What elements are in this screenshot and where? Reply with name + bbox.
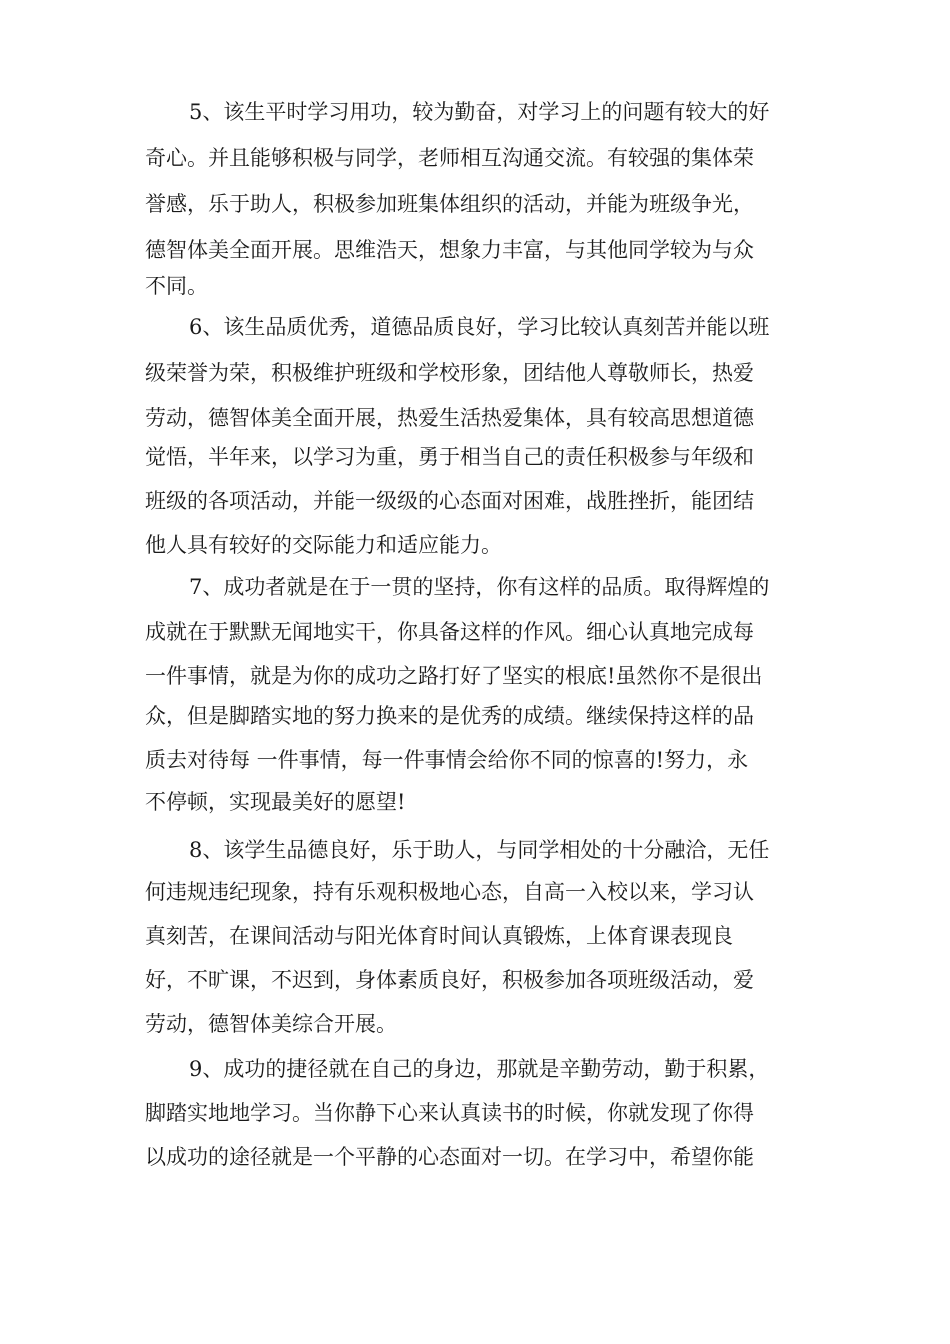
paragraph-6-line-6: 他人具有较好的交际能力和适应能力。 <box>145 533 502 557</box>
paragraph-8-line-5: 劳动，德智体美综合开展。 <box>145 1012 397 1036</box>
paragraph-5-line-5: 不同。 <box>145 274 208 298</box>
paragraph-7-line-6: 不停顿，实现最美好的愿望! <box>145 790 406 814</box>
paragraph-7-line-5: 质去对待每 一件事情，每一件事情会给你不同的惊喜的!努力，永 <box>145 748 749 772</box>
paragraph-9-line-1: 9、成功的捷径就在自己的身边，那就是辛勤劳动，勤于积累， <box>189 1057 770 1081</box>
paragraph-7-line-1: 7、成功者就是在于一贯的坚持，你有这样的品质。取得辉煌的 <box>189 575 770 599</box>
paragraph-8-line-3: 真刻苦，在课间活动与阳光体育时间认真锻炼，上体育课表现良 <box>145 924 733 948</box>
paragraph-7-line-4: 众，但是脚踏实地的努力换来的是优秀的成绩。继续保持这样的品 <box>145 704 754 728</box>
paragraph-6-line-3: 劳动，德智体美全面开展，热爱生活热爱集体，具有较高思想道德 <box>145 406 754 430</box>
paragraph-5-line-2: 奇心。并且能够积极与同学，老师相互沟通交流。有较强的集体荣 <box>145 146 754 170</box>
paragraph-9-line-3: 以成功的途径就是一个平静的心态面对一切。在学习中，希望你能 <box>145 1145 754 1169</box>
paragraph-5-line-4: 德智体美全面开展。思维浩天，想象力丰富，与其他同学较为与众 <box>145 238 754 262</box>
paragraph-8-line-4: 好，不旷课，不迟到，身体素质良好，积极参加各项班级活动，爱 <box>145 968 754 992</box>
paragraph-6-line-1: 6、该生品质优秀，道德品质良好，学习比较认真刻苦并能以班 <box>189 315 770 339</box>
paragraph-5-line-3: 誉感，乐于助人，积极参加班集体组织的活动，并能为班级争光， <box>145 192 754 216</box>
paragraph-6-line-2: 级荣誉为荣，积极维护班级和学校形象，团结他人尊敬师长，热爱 <box>145 361 754 385</box>
paragraph-7-line-3: 一件事情，就是为你的成功之路打好了坚实的根底!虽然你不是很出 <box>145 664 763 688</box>
paragraph-6-line-5: 班级的各项活动，并能一级级的心态面对困难，战胜挫折，能团结 <box>145 489 754 513</box>
paragraph-8-line-1: 8、该学生品德良好，乐于助人，与同学相处的十分融洽，无任 <box>189 838 770 862</box>
paragraph-8-line-2: 何违规违纪现象，持有乐观积极地心态，自高一入校以来，学习认 <box>145 880 754 904</box>
paragraph-9-line-2: 脚踏实地地学习。当你静下心来认真读书的时候，你就发现了你得 <box>145 1101 754 1125</box>
paragraph-5-line-1: 5、该生平时学习用功，较为勤奋，对学习上的问题有较大的好 <box>189 100 770 124</box>
paragraph-6-line-4: 觉悟，半年来，以学习为重，勇于相当自己的责任积极参与年级和 <box>145 445 754 469</box>
paragraph-7-line-2: 成就在于默默无闻地实干，你具备这样的作风。细心认真地完成每 <box>145 620 754 644</box>
